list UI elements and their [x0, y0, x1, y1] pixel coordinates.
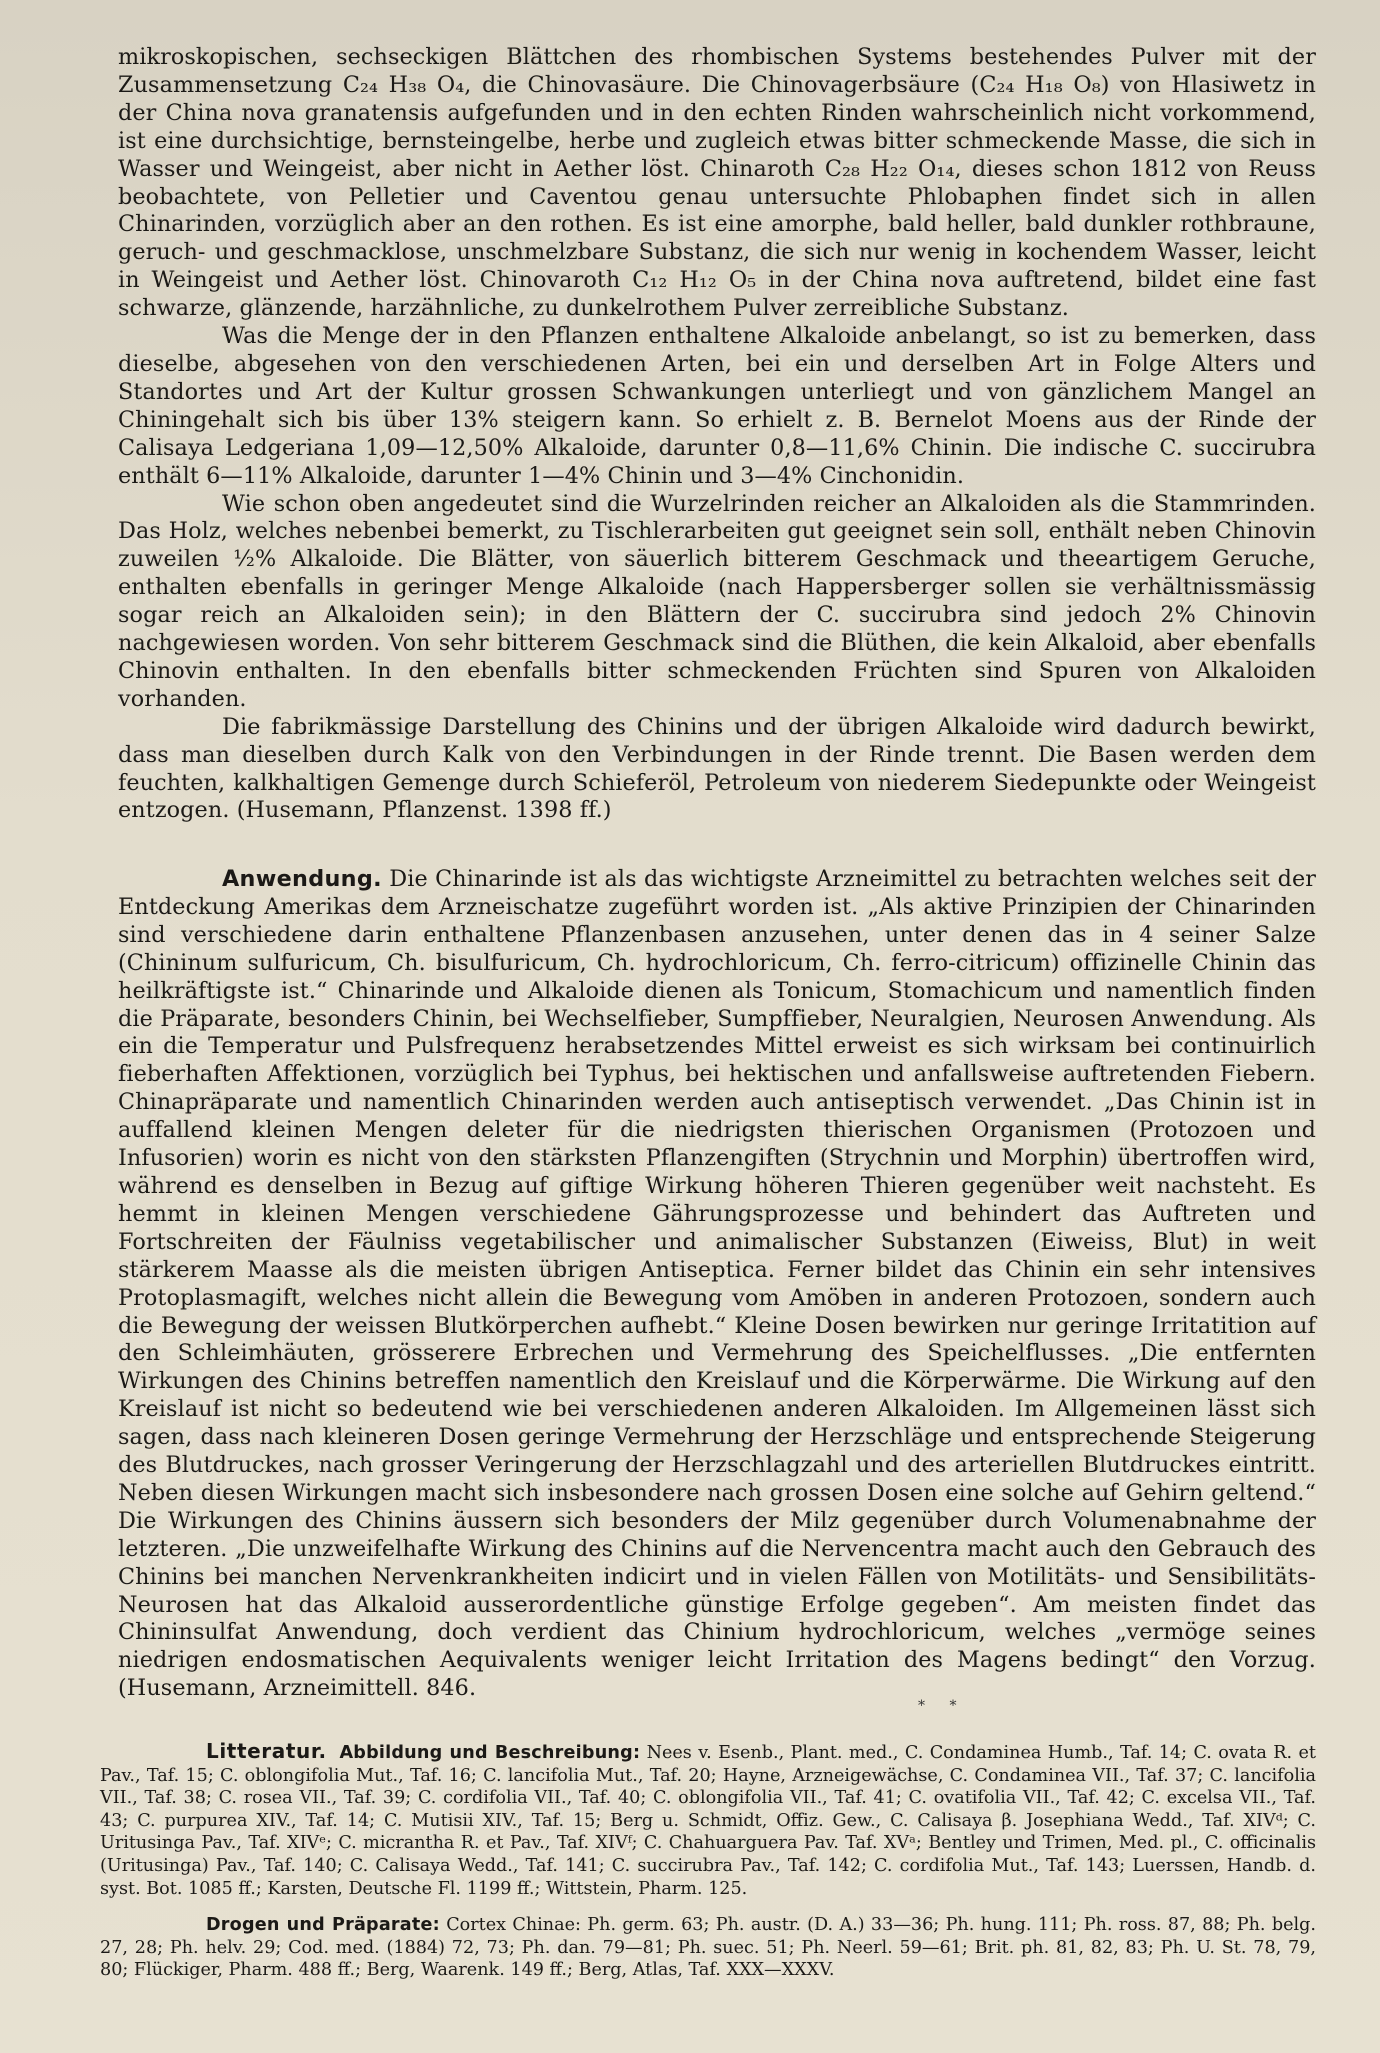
paragraph-drogen — [100, 1914, 1316, 1982]
paragraph-chinovasaeure: mikroskopischen, sechseckigen Blättchen des rhombischen Systems bestehendes Pulver mit der Zusammensetzung C₂₄ H₃₈ O₄, die Chinovasäure. Die Chinovagerbsäure (C₂₄ H₁₈ O₈) von Hlasiwetz in der China nova granatensis aufgefunden und in den echten Rinden wahrscheinlich nicht vorkommend, ist eine durchsichtige, bernsteingelbe, herbe und zugleich etwas bitter schmeckende Masse, die sich in Wasser und Weingeist, aber nicht in Aether löst. Chinaroth C₂₈ H₂₂ O₁₄, dieses schon 1812 von Reuss beobachtete, von Pelletier und Caventou genau untersuchte Phlobaphen findet sich in allen Chinarinden, vorzüglich aber an den rothen. Es ist eine amorphe, bald heller, bald dunkler rothbraune, geruch- und geschmacklose, unschmelzbare Substanz, die sich nur wenig in kochendem Wasser, leicht in Weingeist und Aether löst. Chinovaroth C₁₂ H₁₂ O₅ in der China nova auftretend, bildet eine fast schwarze, glänzende, harzähnliche, zu dunkelrothem Pulver zerreibliche Substanz. — [118, 44, 1316, 322]
section-litteratur — [100, 1740, 1316, 1982]
paragraph-alkaloid-menge: Was die Menge der in den Pflanzen enthaltene Alkaloide anbelangt, so ist zu bemerken, dass dieselbe, abgesehen von den verschiedenen Arten, bei ein und derselben Art in Folge Alters und Standortes und Art der Kultur grossen Schwankungen unterliegt und von gänzlichem Mangel an Chiningehalt sich bis über 13% steigern kann. So erhielt z. B. Bernelot Moens aus der Rinde der Calisaya Ledgeriana 1,09—12,50% Alkaloide, darunter 0,8—11,6% Chinin. Die indische C. succirubra enthält 6—11% Alkaloide, darunter 1—4% Chinin und 3—4% Cinchonidin. — [118, 323, 1316, 489]
paragraph-darstellung: Die fabrikmässige Darstellung des Chinins und der übrigen Alkaloide wird dadurch bewirkt, dass man dieselben durch Kalk von den Verbindungen in der Rinde trennt. Die Basen werden dem feuchten, kalkhaltigen Gemenge durch Schieferöl, Petroleum von niederem Siedepunkte oder Weingeist entzogen. (Husemann, Pflanzenst. 1398 ff.) — [118, 713, 1316, 824]
section-anwendung — [118, 866, 1316, 1703]
paragraph-anwendung — [118, 866, 1316, 1703]
litteratur-text: Nees v. Esenb., Plant. med., C. Condaminea Humb., Taf. 14; C. ovata R. et Pav., Taf. 15; C. oblongifolia Mut., Taf. 16; C. lancifolia Mut., Taf. 20; Hayne, Arzneigewächse, C. Condaminea VII., Taf. 37; C. lancifolia VII., Taf. 38; C. rosea VII., Taf. 39; C. cordifolia VII., Taf. 40; C. oblongifolia VII., Taf. 41; C. ovatifolia VII., Taf. 42; C. excelsa VII., Taf. 43; C. purpurea XIV., Taf. 14; C. Mutisii XIV., Taf. 15; Berg u. Schmidt, Offiz. Gew., C. Calisaya β. Josephiana Wedd., Taf. XIVᵈ; C. Uritusinga Pav., Taf. XIVᵉ; C. micrantha R. et Pav., Taf. XIVᶠ; C. Chahuarguera Pav. Taf. XVᵃ; Bentley und Trimen, Med. pl., C. officinalis (Uritusinga) Pav., Taf. 140; C. Calisaya Wedd., Taf. 141; C. succirubra Pav., Taf. 142; C. cordifolia Mut., Taf. 143; Luerssen, Handb. d. syst. Bot. 1085 ff.; Karsten, Deutsche Fl. 1199 ff.; Wittstein, Pharm. 125. — [100, 1743, 1316, 1899]
litteratur-subheading: Abbildung und Beschreibung: — [339, 1743, 641, 1763]
paragraph-litteratur — [100, 1740, 1316, 1900]
drogen-heading: Drogen und Präparate: — [206, 1915, 440, 1936]
section-separator: * * — [918, 1698, 967, 1714]
body-text-top — [118, 44, 1316, 825]
litteratur-heading: Litteratur. — [206, 1739, 327, 1763]
drogen-text: Cortex Chinae: Ph. germ. 63; Ph. austr. (D. A.) 33—36; Ph. hung. 111; Ph. ross. 87, 88; Ph. belg. 27, 28; Ph. helv. 29; Cod. med. (1884) 72, 73; Ph. dan. 79—81; Ph. suec. 51; Ph. Neerl. 59—61; Brit. ph. 81, 82, 83; Ph. U. St. 78, 79, 80; Flückiger, Pharm. 488 ff.; Berg, Waarenk. 149 ff.; Berg, Atlas, Taf. XXX—XXXV. — [100, 1915, 1316, 1981]
paragraph-wurzelrinden: Wie schon oben angedeutet sind die Wurzelrinden reicher an Alkaloiden als die Stammrinden. Das Holz, welches nebenbei bemerkt, zu Tischlerarbeiten gut geeignet sein soll, enthält neben Chinovin zuweilen ½% Alkaloide. Die Blätter, von säuerlich bitterem Geschmack und theeartigem Geruche, enthalten ebenfalls in geringer Menge Alkaloide (nach Happersberger sollen sie verhältnissmässig sogar reich an Alkaloiden sein); in den Blättern der C. succirubra sind jedoch 2% Chinovin nachgewiesen worden. Von sehr bitterem Geschmack sind die Blüthen, die kein Alkaloid, aber ebenfalls Chinovin enthalten. In den ebenfalls bitter schmeckenden Früchten sind Spuren von Alkaloiden vorhanden. — [118, 490, 1316, 712]
anwendung-heading: Anwendung. — [222, 866, 382, 892]
anwendung-text: Die Chinarinde ist als das wichtigste Arzneimittel zu betrachten welches seit der Entdeckung Amerikas dem Arzneischatze zugeführt worden ist. „Als aktive Prinzipien der Chinarinden sind verschiedene darin enthaltene Pflanzenbasen anzusehen, unter denen das in 4 seiner Salze (Chininum sulfuricum, Ch. bisulfuricum, Ch. hydrochloricum, Ch. ferro-citricum) offizinelle Chinin das heilkräftigste ist.“ Chinarinde und Alkaloide dienen als Tonicum, Stomachicum und namentlich finden die Präparate, besonders Chinin, bei Wechselfieber, Sumpffieber, Neuralgien, Neurosen Anwendung. Als ein die Temperatur und Pulsfrequenz herabsetzendes Mittel erweist es sich wirksam bei continuirlich fieberhaften Affektionen, vorzüglich bei Typhus, bei hektischen und anfallsweise auftretenden Fiebern. Chinapräparate und namentlich Chinarinden werden auch antiseptisch verwendet. „Das Chinin ist in auffallend kleinen Mengen deleter für die niedrigsten thierischen Organismen (Protozoen und Infusorien) worin es nicht von den stärksten Pflanzengiften (Strychnin und Morphin) übertroffen wird, während es denselben in Bezug auf giftige Wirkung höheren Thieren gegenüber weit nachsteht. Es hemmt in kleinen Mengen verschiedene Gährungsprozesse und behindert das Auftreten und Fortschreiten der Fäulniss vegetabilischer und animalischer Substanzen (Eiweiss, Blut) in weit stärkerem Maasse als die meisten übrigen Antiseptica. Ferner bildet das Chinin ein sehr intensives Protoplasmagift, welches nicht allein die Bewegung vom Amöben in anderen Protozoen, sondern auch die Bewegung der weissen Blutkörperchen aufhebt.“ Kleine Dosen bewirken nur geringe Irritatition auf den Schleimhäuten, grösserere Erbrechen und Vermehrung des Speichelflusses. „Die entfernten Wirkungen des Chinins betreffen namentlich den Kreislauf und die Körperwärme. Die Wirkung auf den Kreislauf ist nicht so bedeutend wie bei verschiedenen anderen Alkaloiden. Im Allgemeinen lässt sich sagen, dass nach kleineren Dosen geringe Vermehrung der Herzschläge und entsprechende Steigerung des Blutdruckes, nach grosser Veringerung der Herzschlagzahl und des arteriellen Blutdruckes eintritt. Neben diesen Wirkungen macht sich insbesondere nach grossen Dosen eine solche auf Gehirn geltend.“ Die Wirkungen des Chinins äussern sich besonders der Milz gegenüber durch Volumenabnahme der letzteren. „Die unzweifelhafte Wirkung des Chinins auf die Nervencentra macht auch den Gebrauch des Chinins bei manchen Nervenkrankheiten indicirt und in vielen Fällen von Motilitäts- und Sensibilitäts-Neurosen hat das Alkaloid ausserordentliche günstige Erfolge gegeben“. Am meisten findet das Chininsulfat Anwendung, doch verdient das Chinium hydrochloricum, welches „vermöge seines niedrigen endosmatischen Aequivalents weniger leicht Irritation des Magens bedingt“ den Vorzug. (Husemann, Arzneimittell. 846. — [118, 866, 1316, 1702]
